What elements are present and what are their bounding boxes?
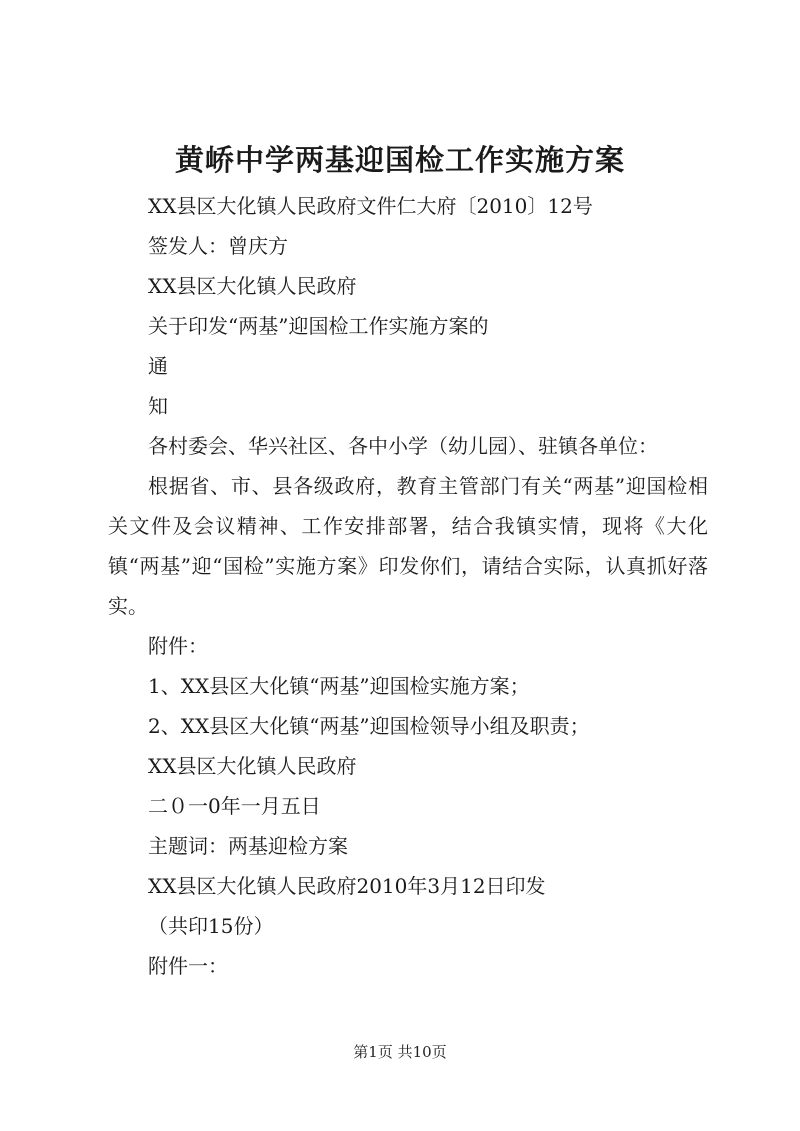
government-name-line: XX县区大化镇人民政府 xyxy=(148,274,357,298)
document-body xyxy=(108,186,708,986)
attachment-item-2: 2、XX县区大化镇“两基”迎国检领导小组及职责； xyxy=(148,714,590,738)
attachment-item-1: 1、XX县区大化镇“两基”迎国检实施方案； xyxy=(148,674,530,698)
signature-date: 二０一0年一月五日 xyxy=(148,794,321,818)
notice-title-char-2: 知 xyxy=(148,394,168,418)
signature-government: XX县区大化镇人民政府 xyxy=(148,754,357,778)
issuer-line: 签发人：曾庆方 xyxy=(148,234,288,258)
notice-title-line: 关于印发“两基”迎国检工作实施方案的 xyxy=(148,314,489,338)
page-number-footer: 第1页 共10页 xyxy=(353,1043,447,1061)
body-paragraph: 根据省、市、县各级政府，教育主管部门有关“两基”迎国检相关文件及会议精神、工作安排部署，结合我镇实情，现将《大化镇“两基”迎“国检”实施方案》印发你们，请结合实际，认真抓好落实。 xyxy=(108,474,708,618)
attachment-heading: 附件： xyxy=(148,634,208,658)
document-title: 黄峤中学两基迎国检工作实施方案 xyxy=(174,143,625,177)
print-info-line: XX县区大化镇人民政府2010年3月12日印发 xyxy=(148,874,546,898)
notice-title-char-1: 通 xyxy=(148,354,168,378)
subject-keywords: 主题词：两基迎检方案 xyxy=(148,834,348,858)
attachment-one-heading: 附件一： xyxy=(148,954,228,978)
document-number-line: XX县区大化镇人民政府文件仁大府〔2010〕12号 xyxy=(148,194,593,218)
recipients-line: 各村委会、华兴社区、各中小学（幼儿园）、驻镇各单位： xyxy=(148,434,658,458)
print-count-line: （共印15份） xyxy=(148,914,274,938)
